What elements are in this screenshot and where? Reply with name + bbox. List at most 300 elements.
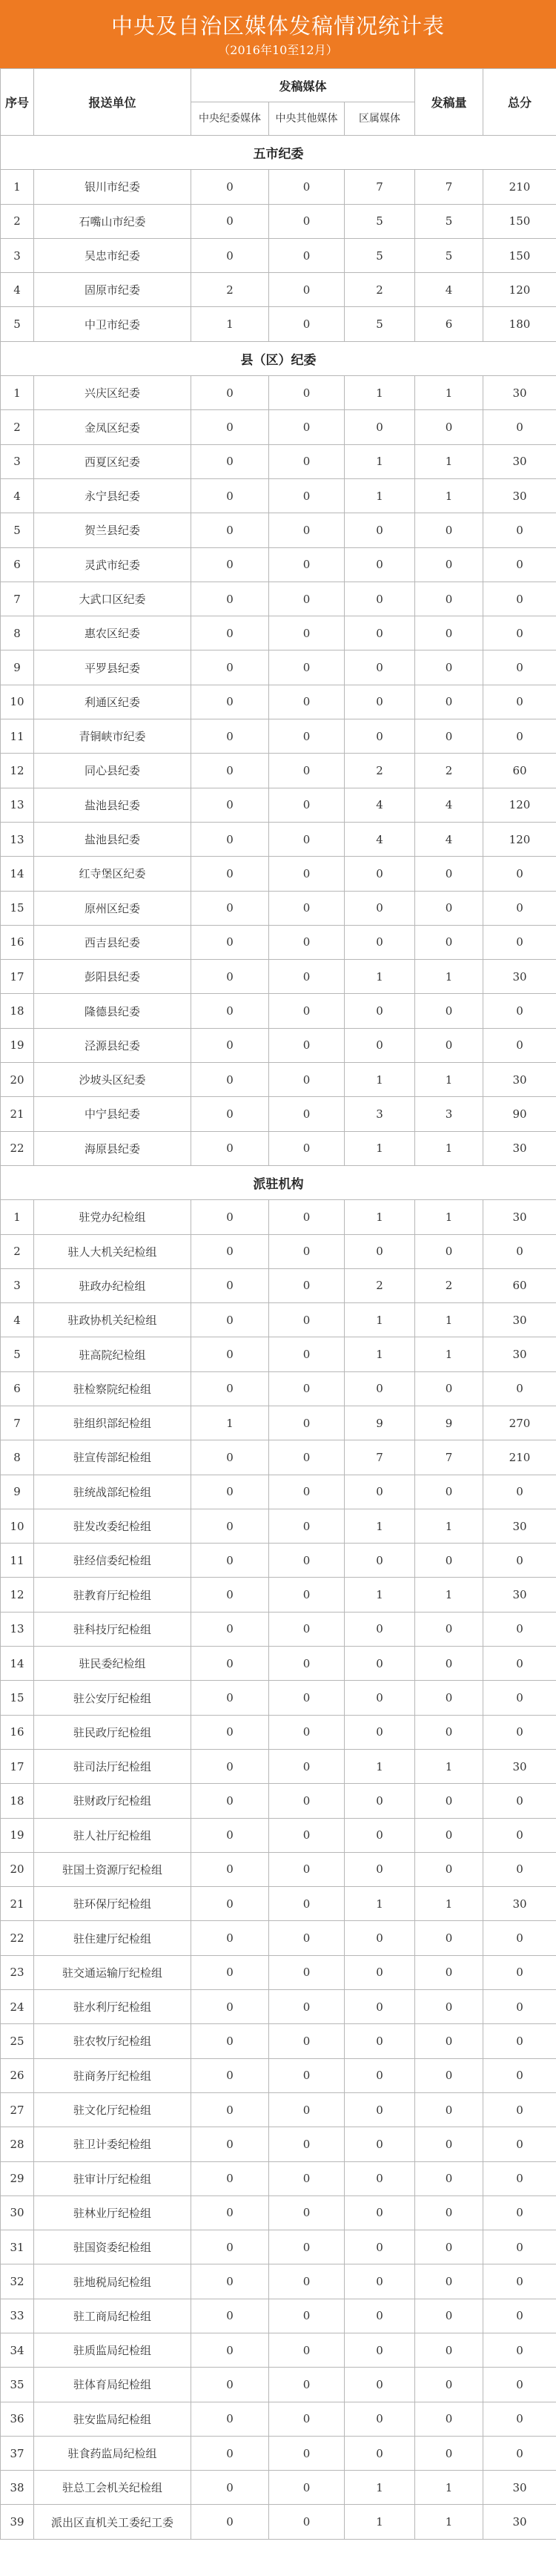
central-discipline-count: 1 (191, 1406, 269, 1440)
total-score: 30 (483, 1749, 556, 1783)
total-count: 0 (415, 616, 483, 650)
central-discipline-count: 0 (191, 478, 269, 513)
total-score: 180 (483, 307, 556, 341)
section-title: 五市纪委 (1, 136, 556, 170)
central-discipline-count: 0 (191, 1990, 269, 2024)
central-other-count: 0 (269, 1921, 345, 1955)
central-other-count: 0 (269, 2505, 345, 2539)
regional-count: 0 (345, 2230, 415, 2264)
regional-count: 0 (345, 1371, 415, 1406)
unit-name: 盐池县纪委 (34, 788, 191, 822)
total-count: 1 (415, 1303, 483, 1337)
regional-count: 0 (345, 1475, 415, 1509)
unit-name: 泾源县纪委 (34, 1028, 191, 1062)
unit-name: 彭阳县纪委 (34, 960, 191, 994)
central-discipline-count: 0 (191, 685, 269, 719)
unit-name: 驻质监局纪检组 (34, 2333, 191, 2368)
total-count: 1 (415, 376, 483, 410)
central-other-count: 0 (269, 2471, 345, 2505)
unit-name: 驻工商局纪检组 (34, 2299, 191, 2333)
total-score: 0 (483, 2024, 556, 2058)
central-discipline-count: 0 (191, 891, 269, 925)
header-row-1 (1, 69, 556, 102)
regional-count: 1 (345, 1131, 415, 1165)
total-count: 1 (415, 444, 483, 478)
row-index: 3 (1, 238, 34, 272)
total-score: 210 (483, 1440, 556, 1475)
total-score: 0 (483, 2402, 556, 2436)
central-other-count: 0 (269, 1131, 345, 1165)
section-header-row (1, 1165, 556, 1199)
central-other-count: 0 (269, 2230, 345, 2264)
total-score: 210 (483, 170, 556, 204)
central-other-count: 0 (269, 1852, 345, 1886)
central-discipline-count: 0 (191, 2092, 269, 2127)
central-other-count: 0 (269, 2161, 345, 2195)
unit-name: 隆德县纪委 (34, 994, 191, 1028)
table-row (1, 1234, 556, 1268)
total-count: 5 (415, 204, 483, 238)
total-score: 0 (483, 1371, 556, 1406)
row-index: 3 (1, 1268, 34, 1302)
central-discipline-count: 0 (191, 857, 269, 891)
central-discipline-count: 0 (191, 547, 269, 582)
table-row (1, 1303, 556, 1337)
unit-name: 永宁县纪委 (34, 478, 191, 513)
row-index: 36 (1, 2402, 34, 2436)
row-index: 34 (1, 2333, 34, 2368)
regional-count: 0 (345, 1647, 415, 1681)
row-index: 3 (1, 444, 34, 478)
table-row (1, 2092, 556, 2127)
row-index: 21 (1, 1887, 34, 1921)
table-row (1, 1063, 556, 1097)
unit-name: 驻政办纪检组 (34, 1268, 191, 1302)
central-discipline-count: 0 (191, 1063, 269, 1097)
table-body (1, 136, 556, 2540)
unit-name: 驻住建厅纪检组 (34, 1921, 191, 1955)
regional-count: 0 (345, 891, 415, 925)
unit-name: 驻民委纪检组 (34, 1647, 191, 1681)
table-row (1, 685, 556, 719)
unit-name: 驻卫计委纪检组 (34, 2127, 191, 2161)
central-discipline-count: 0 (191, 2402, 269, 2436)
central-other-count: 0 (269, 2402, 345, 2436)
central-discipline-count: 0 (191, 410, 269, 444)
table-row (1, 650, 556, 685)
total-count: 1 (415, 1337, 483, 1371)
total-score: 150 (483, 204, 556, 238)
regional-count: 0 (345, 1681, 415, 1715)
total-score: 0 (483, 1852, 556, 1886)
central-discipline-count: 0 (191, 1749, 269, 1783)
total-score: 30 (483, 2505, 556, 2539)
total-score: 0 (483, 410, 556, 444)
regional-count: 0 (345, 410, 415, 444)
central-other-count: 0 (269, 1509, 345, 1543)
total-score: 0 (483, 1681, 556, 1715)
total-count: 0 (415, 1371, 483, 1406)
unit-name: 驻民政厅纪检组 (34, 1715, 191, 1749)
regional-count: 7 (345, 1440, 415, 1475)
table-row (1, 444, 556, 478)
central-discipline-count: 0 (191, 2333, 269, 2368)
total-score: 30 (483, 1578, 556, 1612)
total-count: 0 (415, 547, 483, 582)
total-score: 120 (483, 273, 556, 307)
total-score: 0 (483, 2161, 556, 2195)
page-subtitle: （2016年10至12月） (218, 43, 338, 57)
table-row (1, 1715, 556, 1749)
total-score: 0 (483, 1715, 556, 1749)
central-other-count: 0 (269, 2058, 345, 2092)
unit-name: 驻经信委纪检组 (34, 1544, 191, 1578)
central-discipline-count: 0 (191, 444, 269, 478)
table-row (1, 238, 556, 272)
table-row (1, 1097, 556, 1131)
table-row (1, 754, 556, 788)
row-index: 25 (1, 2024, 34, 2058)
unit-name: 吴忠市纪委 (34, 238, 191, 272)
unit-name: 驻财政厅纪检组 (34, 1784, 191, 1818)
row-index: 5 (1, 1337, 34, 1371)
total-score: 0 (483, 616, 556, 650)
table-row (1, 1475, 556, 1509)
total-count: 0 (415, 1234, 483, 1268)
regional-count: 0 (345, 2024, 415, 2058)
row-index: 18 (1, 1784, 34, 1818)
total-score: 0 (483, 994, 556, 1028)
regional-count: 0 (345, 925, 415, 959)
total-score: 30 (483, 1303, 556, 1337)
central-discipline-count: 1 (191, 307, 269, 341)
total-score: 30 (483, 2471, 556, 2505)
total-count: 0 (415, 582, 483, 616)
table-row (1, 2230, 556, 2264)
table-row (1, 1921, 556, 1955)
row-index: 33 (1, 2299, 34, 2333)
regional-count: 0 (345, 685, 415, 719)
regional-count: 0 (345, 2368, 415, 2402)
unit-name: 驻人社厅纪检组 (34, 1818, 191, 1852)
unit-name: 金凤区纪委 (34, 410, 191, 444)
row-index: 15 (1, 1681, 34, 1715)
total-count: 1 (415, 1749, 483, 1783)
central-discipline-count: 0 (191, 1784, 269, 1818)
central-discipline-count: 0 (191, 2436, 269, 2470)
central-other-count: 0 (269, 410, 345, 444)
total-count: 0 (415, 2402, 483, 2436)
central-discipline-count: 0 (191, 2505, 269, 2539)
row-index: 2 (1, 410, 34, 444)
central-discipline-count: 2 (191, 273, 269, 307)
central-other-count: 0 (269, 1097, 345, 1131)
row-index: 5 (1, 513, 34, 547)
table-row (1, 2161, 556, 2195)
total-score: 270 (483, 1406, 556, 1440)
total-score: 30 (483, 1063, 556, 1097)
total-score: 0 (483, 2436, 556, 2470)
row-index: 27 (1, 2092, 34, 2127)
total-score: 0 (483, 2230, 556, 2264)
central-discipline-count: 0 (191, 719, 269, 754)
row-index: 13 (1, 1612, 34, 1646)
regional-count: 1 (345, 1578, 415, 1612)
table-row (1, 2436, 556, 2470)
total-count: 0 (415, 2195, 483, 2230)
regional-count: 0 (345, 547, 415, 582)
table-row (1, 994, 556, 1028)
unit-name: 驻政协机关纪检组 (34, 1303, 191, 1337)
table-row (1, 960, 556, 994)
central-discipline-count: 0 (191, 1097, 269, 1131)
total-count: 0 (415, 1921, 483, 1955)
central-other-count: 0 (269, 1612, 345, 1646)
regional-count: 0 (345, 1612, 415, 1646)
regional-count: 1 (345, 1337, 415, 1371)
total-count: 0 (415, 925, 483, 959)
central-discipline-count: 0 (191, 650, 269, 685)
table-row (1, 513, 556, 547)
regional-count: 0 (345, 1990, 415, 2024)
unit-name: 海原县纪委 (34, 1131, 191, 1165)
unit-name: 驻国资委纪检组 (34, 2230, 191, 2264)
regional-count: 1 (345, 1063, 415, 1097)
row-index: 8 (1, 616, 34, 650)
central-discipline-count: 0 (191, 1681, 269, 1715)
central-discipline-count: 0 (191, 238, 269, 272)
regional-count: 0 (345, 2127, 415, 2161)
table-row (1, 891, 556, 925)
regional-count: 1 (345, 1303, 415, 1337)
table-row (1, 2299, 556, 2333)
total-count: 4 (415, 273, 483, 307)
central-other-count: 0 (269, 1715, 345, 1749)
regional-count: 1 (345, 1509, 415, 1543)
regional-count: 1 (345, 1887, 415, 1921)
header-central-discipline: 中央纪委媒体 (191, 102, 269, 136)
table-row (1, 1784, 556, 1818)
row-index: 31 (1, 2230, 34, 2264)
table-row (1, 788, 556, 822)
total-score: 0 (483, 1028, 556, 1062)
total-count: 5 (415, 238, 483, 272)
row-index: 1 (1, 1200, 34, 1234)
central-other-count: 0 (269, 170, 345, 204)
table-row (1, 170, 556, 204)
unit-name: 贺兰县纪委 (34, 513, 191, 547)
row-index: 28 (1, 2127, 34, 2161)
table-row (1, 1268, 556, 1302)
header-unit: 报送单位 (34, 69, 191, 136)
unit-name: 青铜峡市纪委 (34, 719, 191, 754)
table-row (1, 1990, 556, 2024)
total-score: 30 (483, 478, 556, 513)
table-row (1, 410, 556, 444)
row-index: 10 (1, 685, 34, 719)
table-row (1, 582, 556, 616)
table-row (1, 857, 556, 891)
central-discipline-count: 0 (191, 960, 269, 994)
central-discipline-count: 0 (191, 1955, 269, 1989)
central-discipline-count: 0 (191, 2161, 269, 2195)
regional-count: 0 (345, 719, 415, 754)
table-row (1, 2368, 556, 2402)
total-score: 0 (483, 891, 556, 925)
central-other-count: 0 (269, 719, 345, 754)
central-discipline-count: 0 (191, 582, 269, 616)
total-count: 0 (415, 1647, 483, 1681)
regional-count: 1 (345, 1749, 415, 1783)
total-score: 0 (483, 1647, 556, 1681)
header-score: 总分 (483, 69, 556, 136)
central-other-count: 0 (269, 1887, 345, 1921)
regional-count: 0 (345, 2299, 415, 2333)
unit-name: 驻教育厅纪检组 (34, 1578, 191, 1612)
total-score: 0 (483, 1818, 556, 1852)
central-other-count: 0 (269, 1268, 345, 1302)
table-row (1, 1131, 556, 1165)
total-score: 0 (483, 925, 556, 959)
central-other-count: 0 (269, 2436, 345, 2470)
row-index: 8 (1, 1440, 34, 1475)
central-other-count: 0 (269, 925, 345, 959)
central-discipline-count: 0 (191, 513, 269, 547)
central-other-count: 0 (269, 2195, 345, 2230)
row-index: 37 (1, 2436, 34, 2470)
central-discipline-count: 0 (191, 994, 269, 1028)
row-index: 5 (1, 307, 34, 341)
central-other-count: 0 (269, 1028, 345, 1062)
unit-name: 驻司法厅纪检组 (34, 1749, 191, 1783)
total-score: 60 (483, 1268, 556, 1302)
regional-count: 2 (345, 273, 415, 307)
total-count: 9 (415, 1406, 483, 1440)
central-other-count: 0 (269, 891, 345, 925)
total-score: 30 (483, 1200, 556, 1234)
central-other-count: 0 (269, 1234, 345, 1268)
unit-name: 大武口区纪委 (34, 582, 191, 616)
total-count: 1 (415, 2471, 483, 2505)
total-count: 0 (415, 2161, 483, 2195)
central-discipline-count: 0 (191, 170, 269, 204)
central-discipline-count: 0 (191, 2127, 269, 2161)
total-count: 0 (415, 891, 483, 925)
unit-name: 驻农牧厅纪检组 (34, 2024, 191, 2058)
central-other-count: 0 (269, 1063, 345, 1097)
regional-count: 1 (345, 376, 415, 410)
regional-count: 5 (345, 238, 415, 272)
row-index: 16 (1, 925, 34, 959)
regional-count: 1 (345, 960, 415, 994)
total-count: 0 (415, 1715, 483, 1749)
row-index: 18 (1, 994, 34, 1028)
table-row (1, 1028, 556, 1062)
total-score: 120 (483, 822, 556, 856)
central-other-count: 0 (269, 2368, 345, 2402)
row-index: 14 (1, 857, 34, 891)
regional-count: 0 (345, 1955, 415, 1989)
central-other-count: 0 (269, 1475, 345, 1509)
unit-name: 中卫市纪委 (34, 307, 191, 341)
row-index: 30 (1, 2195, 34, 2230)
row-index: 17 (1, 1749, 34, 1783)
regional-count: 7 (345, 170, 415, 204)
total-count: 4 (415, 788, 483, 822)
central-other-count: 0 (269, 857, 345, 891)
unit-name: 驻体育局纪检组 (34, 2368, 191, 2402)
central-other-count: 0 (269, 444, 345, 478)
regional-count: 0 (345, 650, 415, 685)
central-other-count: 0 (269, 2024, 345, 2058)
title-bar (0, 0, 556, 68)
unit-name: 盐池县纪委 (34, 822, 191, 856)
row-index: 7 (1, 1406, 34, 1440)
regional-count: 2 (345, 754, 415, 788)
unit-name: 驻公安厅纪检组 (34, 1681, 191, 1715)
central-discipline-count: 0 (191, 2230, 269, 2264)
table-row (1, 204, 556, 238)
regional-count: 0 (345, 857, 415, 891)
row-index: 1 (1, 170, 34, 204)
total-score: 0 (483, 1921, 556, 1955)
central-discipline-count: 0 (191, 204, 269, 238)
row-index: 11 (1, 1544, 34, 1578)
row-index: 14 (1, 1647, 34, 1681)
row-index: 4 (1, 478, 34, 513)
total-score: 30 (483, 1337, 556, 1371)
central-other-count: 0 (269, 478, 345, 513)
central-other-count: 0 (269, 1749, 345, 1783)
row-index: 15 (1, 891, 34, 925)
total-count: 0 (415, 513, 483, 547)
central-other-count: 0 (269, 685, 345, 719)
unit-name: 灵武市纪委 (34, 547, 191, 582)
table-row (1, 1337, 556, 1371)
table-row (1, 2264, 556, 2299)
total-count: 1 (415, 1509, 483, 1543)
total-score: 0 (483, 2127, 556, 2161)
regional-count: 0 (345, 2161, 415, 2195)
central-other-count: 0 (269, 307, 345, 341)
row-index: 32 (1, 2264, 34, 2299)
total-count: 2 (415, 754, 483, 788)
total-count: 1 (415, 1131, 483, 1165)
table-row (1, 2127, 556, 2161)
row-index: 38 (1, 2471, 34, 2505)
central-other-count: 0 (269, 650, 345, 685)
table-row (1, 1371, 556, 1406)
total-count: 0 (415, 1784, 483, 1818)
unit-name: 中宁县纪委 (34, 1097, 191, 1131)
table-row (1, 1578, 556, 1612)
total-count: 1 (415, 478, 483, 513)
page-title: 中央及自治区媒体发稿情况统计表 (110, 13, 445, 39)
total-count: 0 (415, 2092, 483, 2127)
regional-count: 0 (345, 1544, 415, 1578)
table-row (1, 376, 556, 410)
total-count: 0 (415, 1818, 483, 1852)
row-index: 16 (1, 1715, 34, 1749)
table-row (1, 1681, 556, 1715)
total-count: 0 (415, 2368, 483, 2402)
regional-count: 0 (345, 2402, 415, 2436)
total-score: 0 (483, 1475, 556, 1509)
total-score: 0 (483, 582, 556, 616)
unit-name: 银川市纪委 (34, 170, 191, 204)
regional-count: 1 (345, 444, 415, 478)
total-count: 3 (415, 1097, 483, 1131)
